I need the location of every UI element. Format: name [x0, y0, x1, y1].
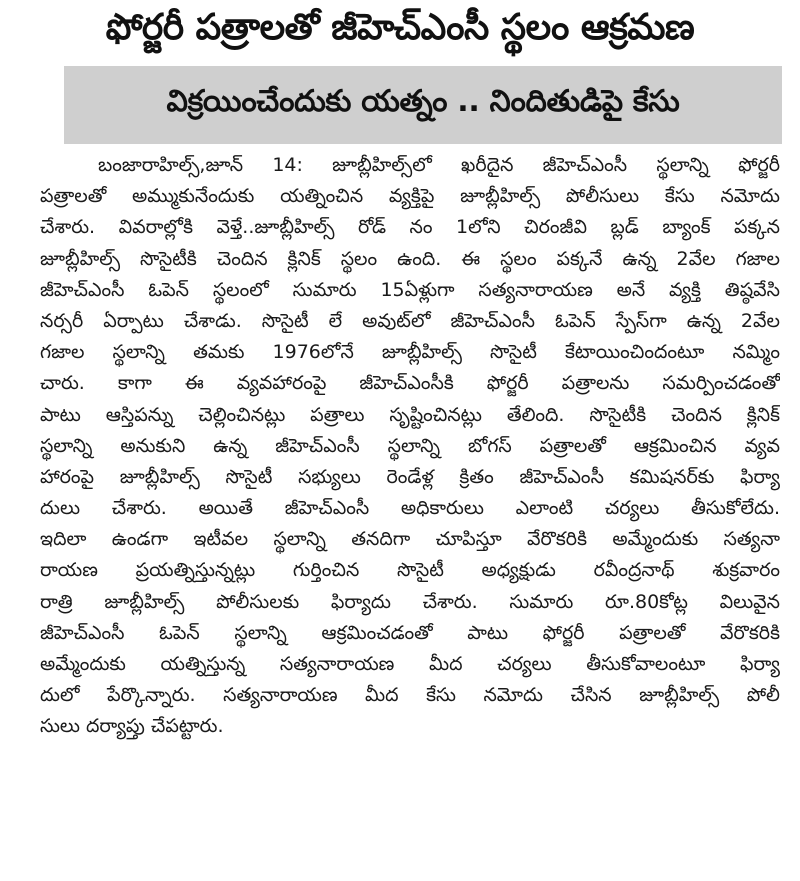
article-line: గజాల స్థలాన్ని తమకు 1976లోనే జూబ్లీహిల్స్ సొసైటీ కేటాయించిందంటూ నమ్మిం	[40, 341, 780, 364]
article-line: ఇదిలా ఉండగా ఇటీవల స్థలాన్ని తనదిగా చూపిస్తూ వేరొకరికి అమ్మేందుకు సత్యనా	[40, 528, 780, 551]
article-body	[40, 150, 780, 743]
article-line: రాయణ ప్రయత్నిస్తున్నట్లు గుర్తించిన సొసైటీ అధ్యక్షుడు రవీంద్రనాథ్ శుక్రవారం	[40, 559, 780, 582]
article-line: జీహెచ్ఎంసీ ఓపెన్ స్థలంలో సుమారు 15ఏళ్లుగా సత్యనారాయణ అనే వ్యక్తి తిష్ఠవేసి	[40, 278, 780, 301]
subheadline-banner	[64, 66, 782, 144]
article-line: సులు దర్యాప్తు చేపట్టారు.	[40, 715, 224, 738]
headline: ఫోర్జరీ పత్రాలతో జీహెచ్‌ఎంసీ స్థలం ఆక్రమణ	[105, 7, 695, 48]
article-line: దులు చేశారు. అయితే జీహెచ్ఎంసీ అధికారులు ఎలాంటి చర్యలు తీసుకోలేదు.	[40, 497, 780, 520]
article-line: బంజారాహిల్స్,జూన్ 14: జూబ్లీహిల్స్‌లో ఖరీదైన జీహెచ్ఎంసీ స్థలాన్ని ఫోర్జరీ	[98, 154, 780, 176]
article-line: హారంపై జూబ్లీహిల్స్ సొసైటీ సభ్యులు రెండేళ్ల క్రితం జీహెచ్ఎంసీ కమిషనర్‌కు ఫిర్యా	[40, 465, 780, 488]
article-line: పాటు ఆస్తిపన్ను చెల్లించినట్లు పత్రాలు సృష్టించినట్లు తేలింది. సొసైటీకి చెందిన క్లినిక్	[40, 403, 780, 426]
article-line: జీహెచ్ఎంసీ ఓపెన్ స్థలాన్ని ఆక్రమించడంతో పాటు ఫోర్జరీ పత్రాలతో వేరొకరికి	[40, 621, 780, 644]
article-line: స్థలాన్ని అనుకుని ఉన్న జీహెచ్ఎంసీ స్థలాన్ని బోగస్ పత్రాలతో ఆక్రమించిన వ్యవ	[40, 434, 780, 457]
article-line: జూబ్లీహిల్స్ సొసైటీకి చెందిన క్లినిక్ స్థలం ఉంది. ఈ స్థలం పక్కనే ఉన్న 2వేల గజాల	[40, 247, 780, 270]
article-line: దులో పేర్కొన్నారు. సత్యనారాయణ మీద కేసు నమోదు చేసిన జూబ్లీహిల్స్ పోలీ	[40, 684, 780, 707]
article-line: చారు. కాగా ఈ వ్యవహారంపై జీహెచ్ఎంసీకి ఫోర్జరీ పత్రాలను సమర్పించడంతో	[40, 372, 780, 395]
article-line: చేశారు. వివరాల్లోకి వెళ్తే..జూబ్లీహిల్స్ రోడ్ నం 1లోని చిరంజీవి బ్లడ్ బ్యాంక్ పక్కన	[40, 216, 780, 239]
article-line: అమ్మేందుకు యత్నిస్తున్న సత్యనారాయణ మీద చర్యలు తీసుకోవాలంటూ ఫిర్యా	[40, 653, 780, 675]
article-line: రాత్రి జూబ్లీహిల్స్ పోలీసులకు ఫిర్యాదు చేశారు. సుమారు రూ.80కోట్ల విలువైన	[40, 590, 780, 613]
subheadline: విక్రయించేందుకు యత్నం .. నిందితుడిపై కేసు	[166, 84, 680, 119]
article-line: పత్రాలతో అమ్ముకునేందుకు యత్నించిన వ్యక్తిపై జూబ్లీహిల్స్ పోలీసులు కేసు నమోదు	[40, 185, 780, 208]
article-line: నర్సరీ ఏర్పాటు చేశాడు. సొసైటీ లే అవుట్‌లో జీహెచ్ఎంసీ ఓపెన్ స్పేస్‌గా ఉన్న 2వేల	[40, 309, 780, 332]
